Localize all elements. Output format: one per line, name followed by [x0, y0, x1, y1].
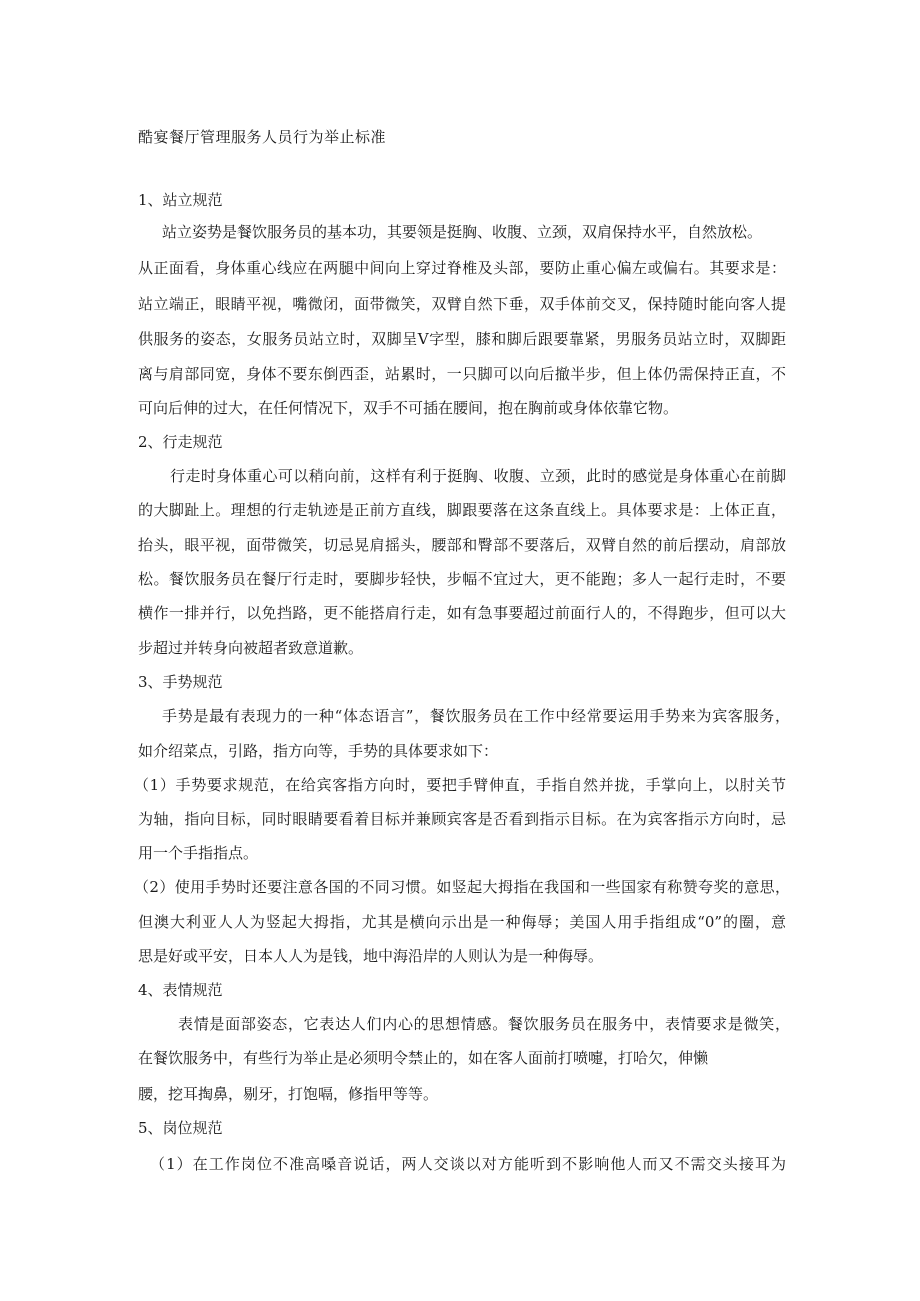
paragraph-line: （1）在工作岗位不准高嗓音说话，两人交谈以对方能听到不影响他人而又不需交头接耳为	[150, 1155, 786, 1173]
paragraph-line: 离与肩部同宽，身体不要东倒西歪，站累时，一只脚可以向后撤半步，但上体仍需保持正直，不	[138, 365, 786, 383]
paragraph-line: 用一个手指指点。	[138, 844, 259, 862]
paragraph-line: 站立端正，眼睛平视，嘴微闭，面带微笑，双臂自然下垂，双手体前交叉，保持随时能向客人提	[138, 295, 786, 313]
document-title: 酷宴餐厅管理服务人员行为举止标准	[138, 128, 387, 146]
paragraph-line: 可向后伸的过大，在任何情况下，双手不可插在腰间，抱在胸前或身体依靠它物。	[138, 399, 679, 417]
paragraph-line: 从正面看，身体重心线应在两腿中间向上穿过脊椎及头部，要防止重心偏左或偏右。其要求是：	[138, 259, 786, 277]
paragraph-line: 在餐饮服务中，有些行为举止是必须明令禁止的，如在客人面前打喷嚏，打哈欠，伸懒	[138, 1049, 709, 1067]
paragraph-line: 松。餐饮服务员在餐厅行走时，要脚步轻快，步幅不宜过大，更不能跑；多人一起行走时，不要	[138, 570, 786, 588]
paragraph-line: 步超过并转身向被超者致意道歉。	[138, 639, 364, 657]
paragraph-line: 腰，挖耳掏鼻，剔牙，打饱嗝，修指甲等等。	[138, 1085, 439, 1103]
paragraph-line: 思是好或平安，日本人人为是钱，地中海沿岸的人则认为是一种侮辱。	[138, 947, 604, 965]
paragraph-line: 横作一排并行，以免挡路，更不能搭肩行走，如有急事要超过前面行人的，不得跑步，但可以大	[138, 604, 786, 622]
section-heading: 5、岗位规范	[138, 1119, 223, 1137]
paragraph-line: 行走时身体重心可以稍向前，这样有利于挺胸、收腹、立颈，此时的感觉是身体重心在前脚	[170, 467, 786, 485]
section-heading: 4、表情规范	[138, 981, 223, 999]
paragraph-line: （1）手势要求规范，在给宾客指方向时，要把手臂伸直，手指自然并拢，手掌向上，以肘关节	[134, 776, 786, 794]
section-heading: 2、行走规范	[138, 433, 223, 451]
paragraph-line: 表情是面部姿态，它表达人们内心的思想情感。餐饮服务员在服务中，表情要求是微笑，	[178, 1015, 790, 1033]
section-heading: 1、站立规范	[138, 191, 223, 209]
paragraph-line: 的大脚趾上。理想的行走轨迹是正前方直线，脚跟要落在这条直线上。具体要求是：上体正直，	[138, 501, 786, 519]
section-heading: 3、手势规范	[138, 673, 223, 691]
paragraph-line: 供服务的姿态，女服务员站立时，双脚呈V字型，膝和脚后跟要靠紧，男服务员站立时，双脚距	[138, 330, 786, 348]
paragraph-line: 站立姿势是餐饮服务员的基本功，其要领是挺胸、收腹、立颈，双肩保持水平，自然放松。	[162, 223, 763, 241]
paragraph-line: 如介绍菜点，引路，指方向等，手势的具体要求如下：	[138, 742, 499, 760]
paragraph-line: 手势是最有表现力的一种“体态语言”，餐饮服务员在工作中经常要运用手势来为宾客服务，	[162, 707, 790, 725]
paragraph-line: 为轴，指向目标，同时眼睛要看着目标并兼顾宾客是否看到指示目标。在为宾客指示方向时，忌	[138, 810, 786, 828]
paragraph-line: （2）使用手势时还要注意各国的不同习惯。如竖起大拇指在我国和一些国家有称赞夸奖的意思，	[134, 878, 790, 896]
paragraph-line: 抬头，眼平视，面带微笑，切忌晃肩摇头，腰部和臀部不要落后，双臂自然的前后摆动，肩部放	[138, 536, 786, 554]
paragraph-line: 但澳大利亚人人为竖起大拇指，尤其是横向示出是一种侮辱；美国人用手指组成“0”的圈，意	[138, 913, 786, 931]
